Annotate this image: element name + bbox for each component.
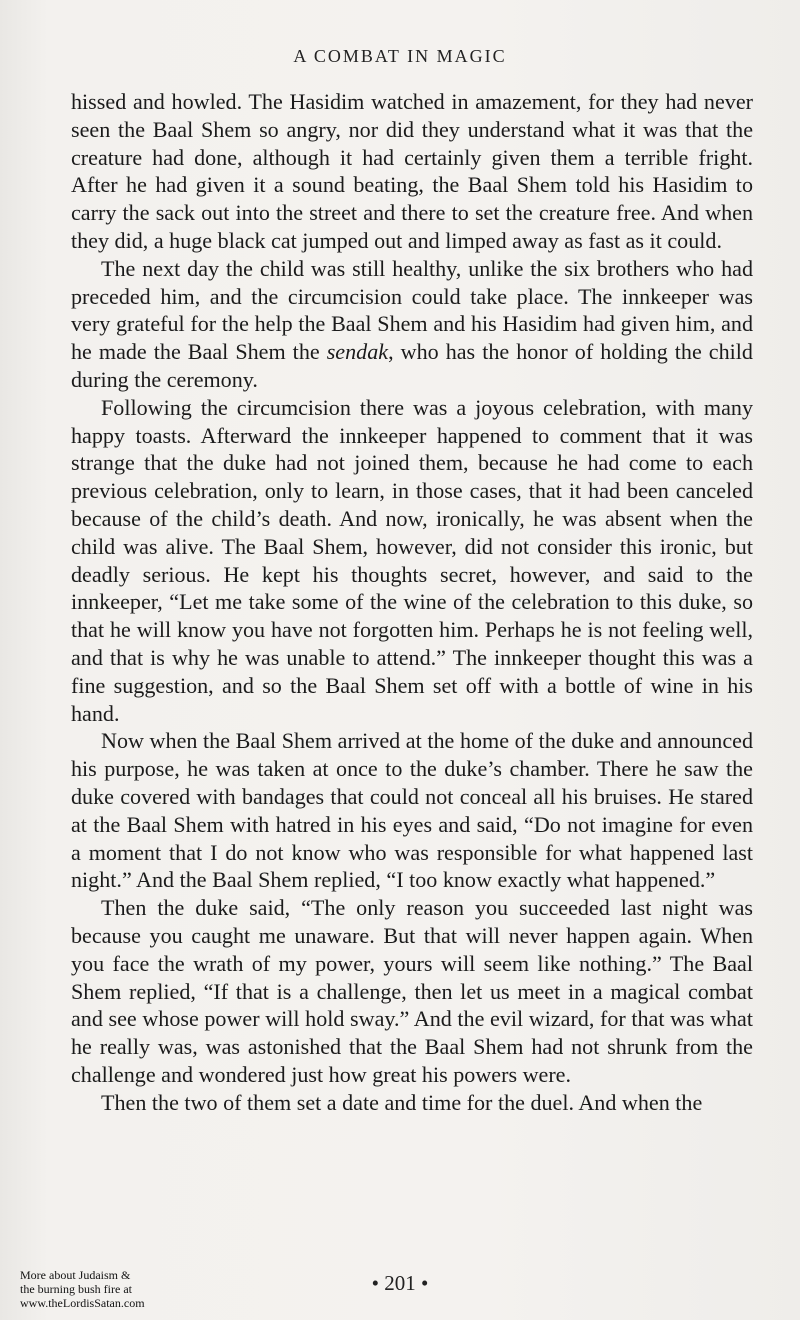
footer-note (20, 1268, 200, 1310)
footer-note-line: the burning bush fire at (20, 1282, 132, 1296)
paragraph-1: hissed and howled. The Hasidim watched in amazement, for they had never seen the Baal Shem so angry, nor did they understand what it was that the creature had done, although it had certainly given them a terrible fright. After he had given it a sound beating, the Baal Shem told his Hasidim to carry the sack out into the street and there to set the creature free. And when they did, a huge black cat jumped out and limped away as fast as it could. (71, 89, 753, 253)
footer-note-url: www.theLordisSatan.com (20, 1296, 145, 1310)
body-text (71, 88, 753, 1116)
italic-term: sendak (326, 339, 389, 365)
paragraph-3: Following the circumcision there was a joyous celebration, with many happy toasts. Afterward the innkeeper happened to comment that it was strange that the duke had not joined them, because he had come to each previous celebration, only to learn, in those cases, that it had been canceled because of the child’s death. And now, ironically, he was absent when the child was alive. The Baal Shem, however, did not consider this ironic, but deadly serious. He kept his thoughts secret, however, and said to the innkeeper, “Let me take some of the wine of the celebration to this duke, so that he will know you have not forgotten him. Perhaps he is not feeling well, and that is why he was unable to attend.” The innkeeper thought this was a fine suggestion, and so the Baal Shem set off with a bottle of wine in his hand. (71, 394, 753, 726)
running-head: A COMBAT IN MAGIC (293, 46, 507, 66)
paragraph-2: The next day the child was still healthy, unlike the six brothers who had preceded him, and the circumcision could take place. The innkeeper was very grateful for the help the Baal Shem and his Hasidim had given him, and he made the Baal Shem the sendak, who has the honor of holding the child during the ceremony. (71, 255, 753, 392)
paragraph-5: Then the duke said, “The only reason you succeeded last night was because you caught me unaware. But that will never happen again. When you face the wrath of my power, yours will seem like nothing.” The Baal Shem replied, “If that is a challenge, then let us meet in a magical combat and see whose power will hold sway.” And the evil wizard, for that was what he really was, was astonished that the Baal Shem had not shrunk from the challenge and wondered just how great his powers were. (71, 895, 753, 1087)
page-number: • 201 • (371, 1271, 429, 1295)
footer-note-line: More about Judaism & (20, 1268, 131, 1282)
paragraph-4: Now when the Baal Shem arrived at the home of the duke and announced his purpose, he was taken at once to the duke’s chamber. There he saw the duke covered with bandages that could not conceal all his bruises. He stared at the Baal Shem with hatred in his eyes and said, “Do not imagine for even a moment that I do not know who was responsible for what happened last night.” And the Baal Shem replied, “I too know exactly what happened.” (71, 728, 753, 893)
paragraph-6: Then the two of them set a date and time for the duel. And when the (101, 1089, 703, 1115)
